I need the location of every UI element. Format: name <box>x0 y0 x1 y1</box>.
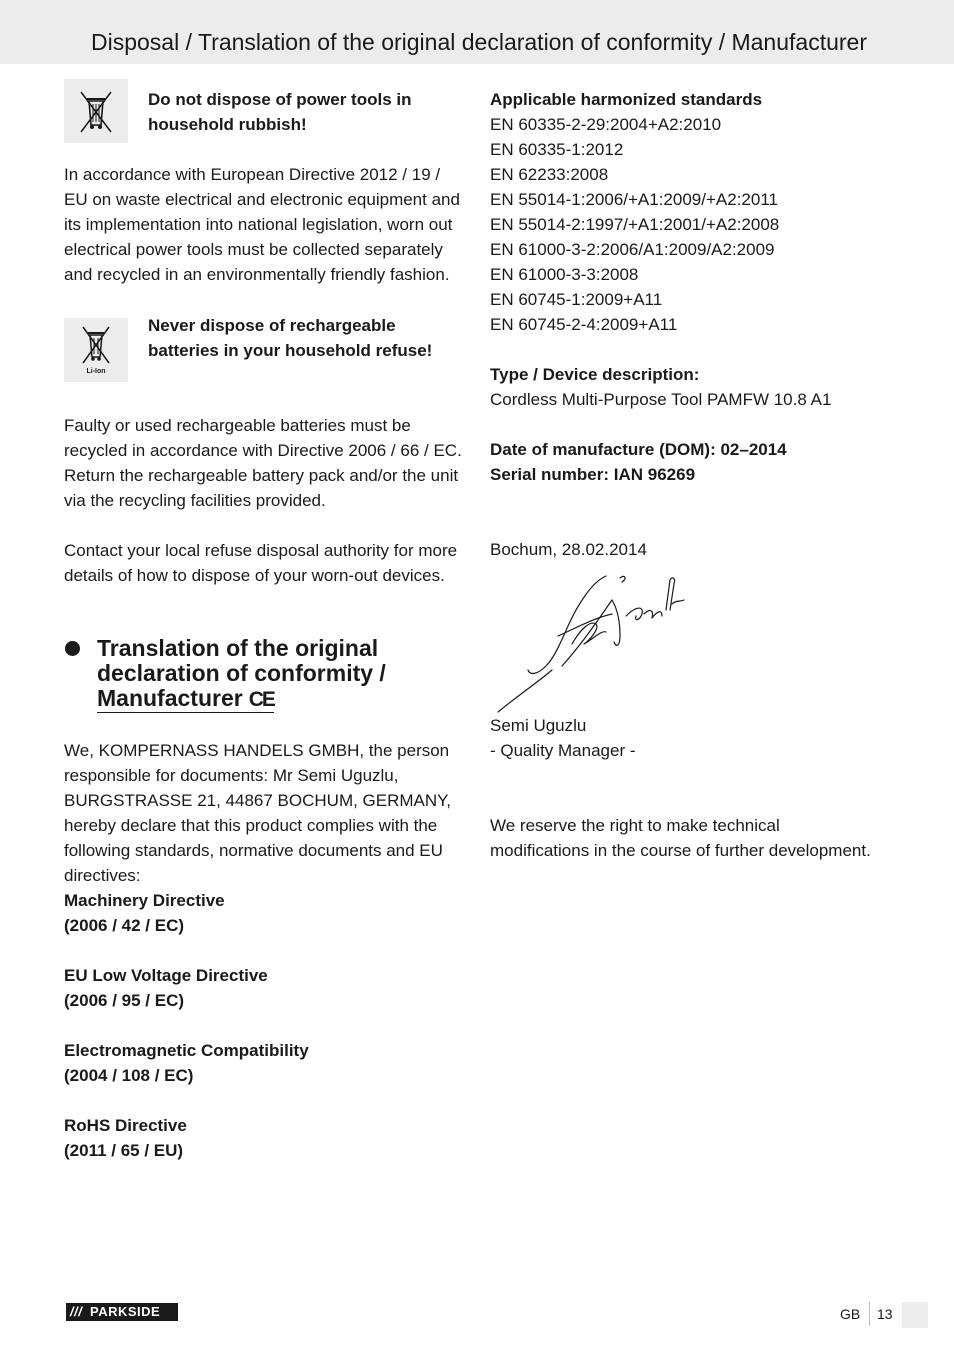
standard-item: EN 60335-1:2012 <box>490 140 624 159</box>
reserve-note: We reserve the right to make technical modifications in the course of further development. <box>490 816 871 860</box>
standard-item: EN 61000-3-3:2008 <box>490 265 639 284</box>
bullet-icon <box>65 641 80 656</box>
type-value: Cordless Multi-Purpose Tool PAMFW 10.8 A1 <box>490 390 832 409</box>
directive-name: Electromagnetic Compatibility <box>64 1041 309 1060</box>
footer-tab <box>902 1302 928 1328</box>
footer-divider <box>869 1302 870 1326</box>
standards-heading: Applicable harmonized standards <box>490 90 763 109</box>
section-heading-underlined: Manufacturer CE <box>97 685 274 711</box>
directive-code: (2006 / 42 / EC) <box>64 916 185 935</box>
weee-paragraph: In accordance with European Directive 2012 / 19 / EU on waste electrical and electronic equipment and its implementation into national legislation, worn out electrical power tools must be collected separately and recycled in an environmentally friendly fashion. <box>64 165 460 284</box>
standard-item: EN 62233:2008 <box>490 165 609 184</box>
signer-block <box>490 713 910 763</box>
directive-code: (2006 / 95 / EC) <box>64 991 185 1010</box>
declaration-paragraph: We, KOMPERNASS HANDELS GMBH, the person responsible for documents: Mr Semi Uguzlu, BURGSTRASSE 21, 44867 BOCHUM, GERMANY, hereby declare that this product complies with the following standards, normative documents and EU directives: <box>64 741 452 885</box>
standard-item: EN 55014-1:2006/+A1:2009/+A2:2011 <box>490 190 778 209</box>
standards-block <box>490 87 910 487</box>
serial-line: Serial number: IAN 96269 <box>490 465 696 484</box>
li-ion-label: Li-Ion <box>86 368 106 375</box>
battery-paragraph: Faulty or used rechargeable batteries must be recycled in accordance with Directive 2006 / 66 / EC. Return the rechargeable battery pack and/or the unit via the recycling facilities provided. <box>64 416 462 510</box>
standard-item: EN 55014-2:1997/+A1:2001/+A2:2008 <box>490 215 780 234</box>
directive-name: EU Low Voltage Directive <box>64 966 268 985</box>
parkside-logo: /// PARKSIDE <box>66 1303 178 1321</box>
place-date: Bochum, 28.02.2014 <box>490 540 647 559</box>
ce-mark-icon: CE <box>248 688 274 711</box>
crossed-bin-battery-icon <box>64 318 128 382</box>
directive-name: RoHS Directive <box>64 1116 187 1135</box>
disposal-contact-paragraph: Contact your local refuse disposal authority for more details of how to dispose of your worn-out devices. <box>64 541 458 585</box>
standard-item: EN 60745-1:2009+A11 <box>490 290 663 309</box>
directives-list <box>64 888 464 1163</box>
crossed-bin-icon <box>64 79 128 143</box>
type-heading: Type / Device description: <box>490 365 700 384</box>
directive-code: (2004 / 108 / EC) <box>64 1066 194 1085</box>
directive-code: (2011 / 65 / EU) <box>64 1141 184 1160</box>
warning-batteries: Never dispose of rechargeable batteries in your household refuse! <box>148 316 433 360</box>
section-heading: Translation of the original declaration of conformity / Manufacturer CE <box>97 635 386 711</box>
page-number: 13 <box>877 1306 893 1322</box>
warning-power-tools: Do not dispose of power tools in household rubbish! <box>148 90 412 134</box>
standard-item: EN 60335-2-29:2004+A2:2010 <box>490 115 722 134</box>
directive-name: Machinery Directive <box>64 891 225 910</box>
standard-item: EN 60745-2-4:2009+A11 <box>490 315 678 334</box>
signer-name: Semi Uguzlu <box>490 716 587 735</box>
standard-item: EN 61000-3-2:2006/A1:2009/A2:2009 <box>490 240 775 259</box>
dom-line: Date of manufacture (DOM): 02–2014 <box>490 440 787 459</box>
page-title: Disposal / Translation of the original declaration of conformity / Manufacturer <box>91 29 867 55</box>
language-code: GB <box>840 1306 861 1322</box>
signer-role: - Quality Manager - <box>490 741 636 760</box>
signature-image <box>494 570 694 715</box>
